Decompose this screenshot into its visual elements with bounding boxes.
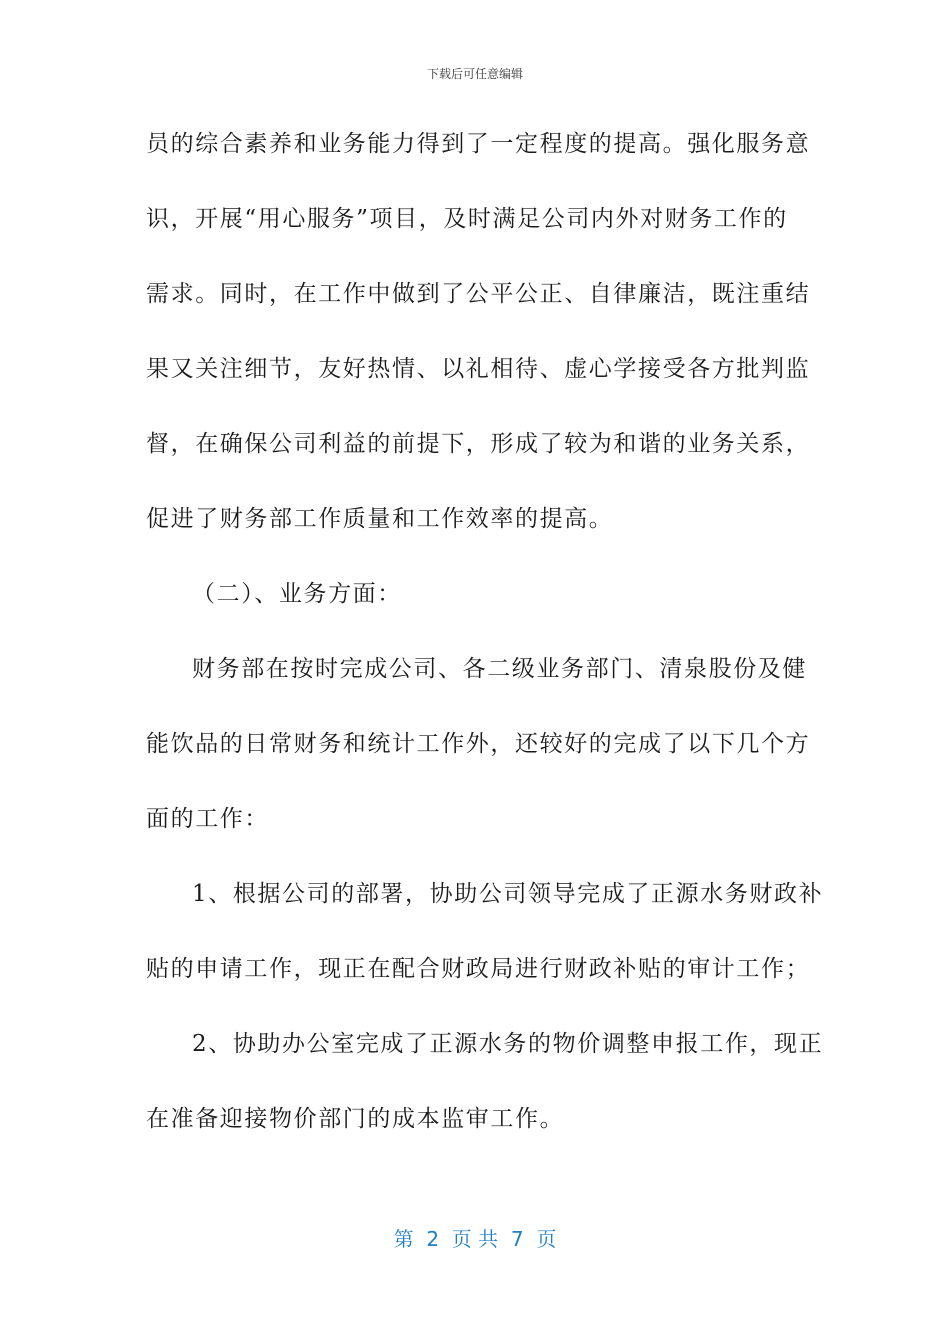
paragraph-line: 督，在确保公司利益的前提下，形成了较为和谐的业务关系， <box>146 431 811 457</box>
paragraph-line: 能饮品的日常财务和统计工作外，还较好的完成了以下几个方 <box>146 731 811 757</box>
paragraph-line: 员的综合素养和业务能力得到了一定程度的提高。强化服务意 <box>146 131 811 157</box>
section-heading: （二）、业务方面： <box>192 581 402 607</box>
paragraph-line: 财务部在按时完成公司、各二级业务部门、清泉股份及健 <box>192 656 807 682</box>
list-item-line: 贴的申请工作，现正在配合财政局进行财政补贴的审计工作； <box>146 956 811 982</box>
list-item-line: 2、协助办公室完成了正源水务的物价调整申报工作，现正 <box>192 1031 824 1057</box>
paragraph-line: 面的工作： <box>146 806 269 832</box>
paragraph-line: 果又关注细节，友好热情、以礼相待、虚心学接受各方批判监 <box>146 356 811 382</box>
paragraph-line: 识，开展“用心服务”项目，及时满足公司内外对财务工作的 <box>146 206 788 232</box>
list-item-line: 在准备迎接物价部门的成本监审工作。 <box>146 1106 565 1132</box>
paragraph-line: 促进了财务部工作质量和工作效率的提高。 <box>146 506 614 532</box>
page-number-footer: 第 2 页 共 7 页 <box>393 1227 557 1251</box>
list-item-line: 1、根据公司的部署，协助公司领导完成了正源水务财政补 <box>192 881 824 907</box>
page-header: 下载后可任意编辑 <box>426 67 523 81</box>
paragraph-line: 需求。同时，在工作中做到了公平公正、自律廉洁，既注重结 <box>146 281 811 307</box>
